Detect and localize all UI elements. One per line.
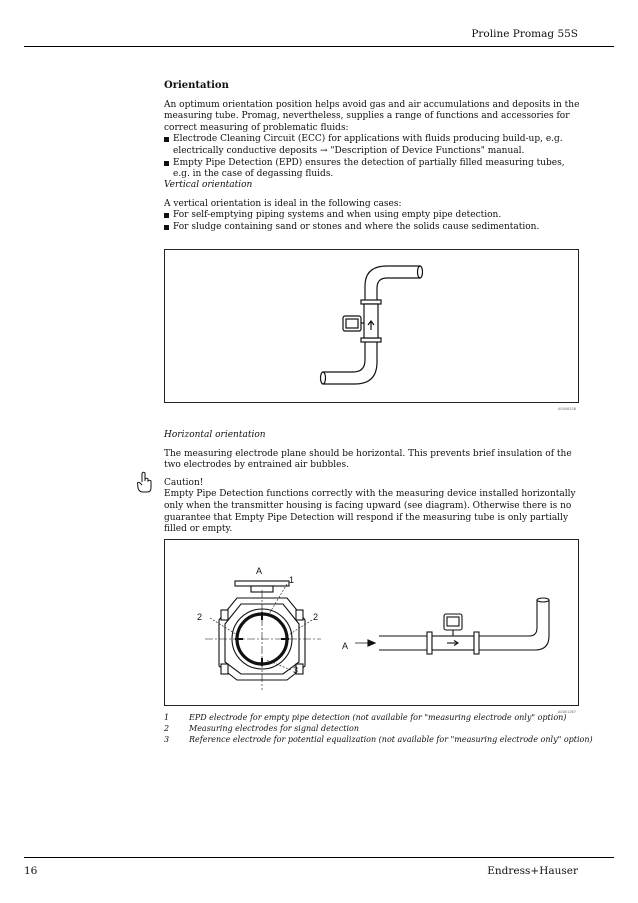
- legend-item: 3 Reference electrode for potential equalization (not available for "measuring electrode only" option): [164, 735, 593, 744]
- caution-text: Empty Pipe Detection functions correctly with the measuring device installed horizontally only when the transmitter housing is facing upward (see diagram). Otherwise there is no guarantee that Empty Pipe Detection will respond if the measuring tube is only partially filled or empty.: [164, 489, 576, 535]
- horizontal-subheading: Horizontal orientation: [164, 430, 266, 440]
- figure-legend: [164, 712, 593, 745]
- page-number: 16: [24, 865, 38, 877]
- vertical-intro: A vertical orientation is ideal in the following cases:: [164, 198, 402, 209]
- callout-2-right: 2: [313, 612, 319, 622]
- footer-brand: Endress+Hauser: [487, 865, 578, 877]
- legend-item: 2 Measuring electrodes for signal detection: [164, 724, 359, 733]
- callout-3: 3: [293, 665, 299, 675]
- bullet-sludge: For sludge containing sand or stones and where the solids cause sedimentation.: [164, 222, 584, 234]
- view-label-a: A: [256, 566, 263, 576]
- figure-code: A0001267: [558, 710, 576, 714]
- side-view-label-a: A: [342, 641, 349, 651]
- figure-code: A0008158: [558, 407, 576, 411]
- running-header: Proline Promag 55S: [471, 28, 578, 40]
- horizontal-section: [164, 430, 584, 536]
- vertical-subheading: Vertical orientation: [164, 180, 253, 190]
- orientation-section: [164, 80, 584, 181]
- legend-item: 1 EPD electrode for empty pipe detection (not available for "measuring electrode only" option): [164, 713, 567, 722]
- caution-hand-icon: [136, 471, 154, 493]
- horizontal-pipe-diagram: [165, 540, 578, 705]
- bullet-epd: Empty Pipe Detection (EPD) ensures the detection of partially filled measuring tubes, e.g. in the case of degassing fluids.: [164, 158, 584, 181]
- bullet-ecc: Electrode Cleaning Circuit (ECC) for applications with fluids producing build-up, e.g. electrically conductive deposits → "Description of Device Functions" manual.: [164, 134, 584, 157]
- callout-2-left: 2: [197, 612, 203, 622]
- vertical-section: [164, 180, 584, 233]
- horizontal-installation-figure: [164, 539, 579, 714]
- callout-1: 1: [289, 575, 295, 585]
- horizontal-text: The measuring electrode plane should be horizontal. This prevents brief insulation of the two electrodes by entrained air bubbles.: [164, 448, 572, 471]
- vertical-pipe-diagram: [165, 250, 578, 402]
- vertical-installation-figure: [164, 249, 579, 411]
- section-heading: Orientation: [164, 80, 229, 91]
- caution-title: Caution!: [164, 477, 204, 488]
- orientation-intro: An optimum orientation position helps avoid gas and air accumulations and deposits in the measuring tube. Promag, nevertheless, supplies a range of functions and accessories for correct measuring of problematic fluids:: [164, 99, 580, 133]
- header-rule: [24, 46, 614, 47]
- footer-rule: [24, 857, 614, 858]
- bullet-self-emptying: For self-emptying piping systems and when using empty pipe detection.: [164, 210, 584, 222]
